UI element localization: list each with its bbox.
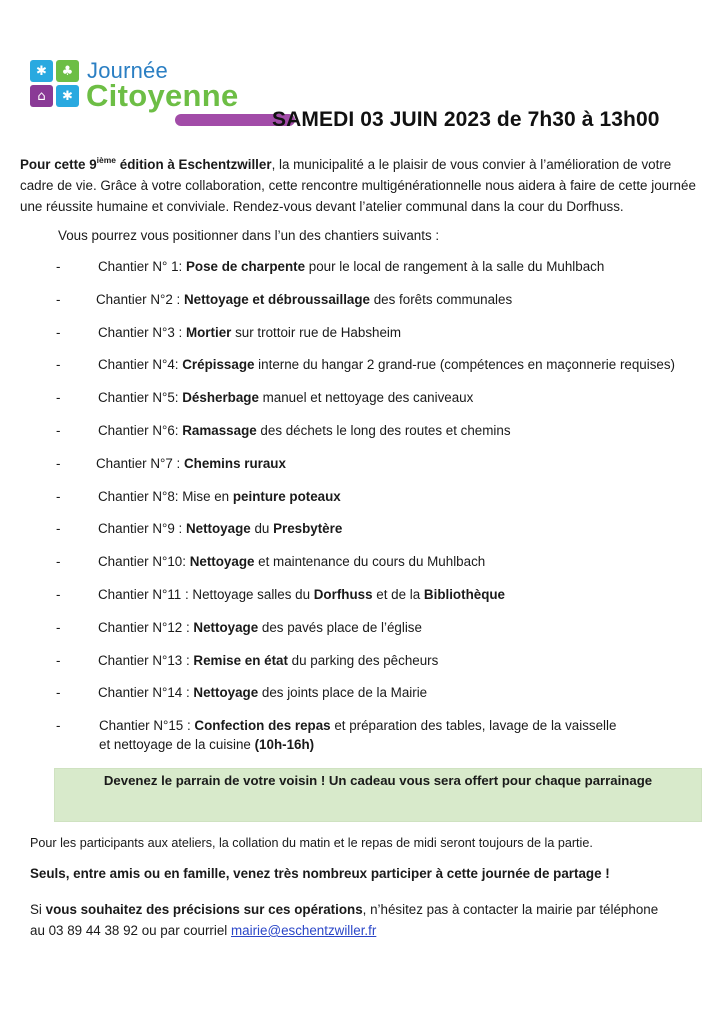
logo-word-journee: Journée — [87, 58, 168, 83]
list-item: - Chantier N° 1: Pose de charpente pour le local de rangement à la salle du Muhlbach — [56, 259, 605, 274]
email-link[interactable]: mairie@eschentzwiller.fr — [231, 923, 377, 938]
list-item: - Chantier N°11 : Nettoyage salles du Dorfhuss et de la Bibliothèque — [56, 586, 506, 602]
invitation-note: Seuls, entre amis ou en famille, venez très nombreux participer à cette journée de partage ! — [30, 866, 610, 881]
list-item: - Chantier N°2 : Nettoyage et débroussaillage des forêts communales — [56, 291, 513, 307]
intro-sup: ième — [96, 155, 117, 165]
list-item: - Chantier N°9 : Nettoyage du Presbytère — [56, 521, 343, 537]
chantiers-lead: Vous pourrez vous positionner dans l’un des chantiers suivants : — [58, 228, 440, 243]
list-item: - Chantier N°7 : Chemins ruraux — [56, 455, 286, 471]
house-icon: ⌂ — [30, 85, 53, 107]
intro-paragraph — [20, 150, 708, 217]
event-date-title: SAMEDI 03 JUIN 2023 de 7h30 à 13h00 — [272, 108, 660, 131]
contact-note: Si vous souhaitez des précisions sur ces opérations, n’hésitez pas à contacter la mairie par téléphone au 03 89 44 38 92 ou par courriel mairie@eschentzwiller.fr — [30, 902, 659, 938]
list-item: - Chantier N°5: Désherbage manuel et nettoyage des caniveaux — [56, 390, 474, 406]
chantiers-list — [56, 257, 696, 764]
logo-icon-grid — [30, 60, 82, 110]
list-item: - Chantier N°8: Mise en peinture poteaux — [56, 488, 341, 504]
family-icon: ✱ — [56, 85, 79, 107]
intro-bold-b: édition à Eschentzwiller — [116, 157, 272, 172]
list-item: - Chantier N°12 : Nettoyage des pavés place de l’église — [56, 619, 422, 635]
list-item: - Chantier N°3 : Mortier sur trottoir rue de Habsheim — [56, 324, 402, 340]
journee-citoyenne-logo — [30, 58, 270, 130]
list-item: - Chantier N°13 : Remise en état du parking des pêcheurs — [56, 652, 439, 668]
list-item: - Chantier N°4: Crépissage interne du hangar 2 grand-rue (compétences en maçonnerie requises) — [56, 357, 676, 373]
sponsor-banner: Devenez le parrain de votre voisin ! Un cadeau vous sera offert pour chaque parrainage — [54, 768, 702, 822]
list-item: - Chantier N°10: Nettoyage et maintenance du cours du Muhlbach — [56, 554, 486, 570]
intro-bold-a: Pour cette 9 — [20, 157, 97, 172]
list-item: - Chantier N°15 : Confection des repas et préparation des tables, lavage de la vaisselle et nettoyage de la cuisine (10h-16h) — [56, 718, 617, 753]
participants-note: Pour les participants aux ateliers, la collation du matin et le repas de midi seront toujours de la partie. — [30, 836, 593, 850]
logo-word-citoyenne: Citoyenne — [86, 78, 239, 113]
list-item: - Chantier N°14 : Nettoyage des joints place de la Mairie — [56, 685, 428, 701]
intro-rest: , la municipalité a le plaisir de vous convier à l’amélioration de votre cadre de vie. Grâce à votre collaboration, cette rencontre multigénérationnelle nous aidera à faire de cette journée une réussite humaine et conviviale. Rendez-vous devant l’atelier communal dans la cour du Dorfhuss. — [20, 157, 696, 214]
tree-icon: ♣ — [56, 60, 79, 82]
person-icon: ✱ — [30, 60, 53, 82]
list-item: - Chantier N°6: Ramassage des déchets le long des routes et chemins — [56, 422, 511, 438]
